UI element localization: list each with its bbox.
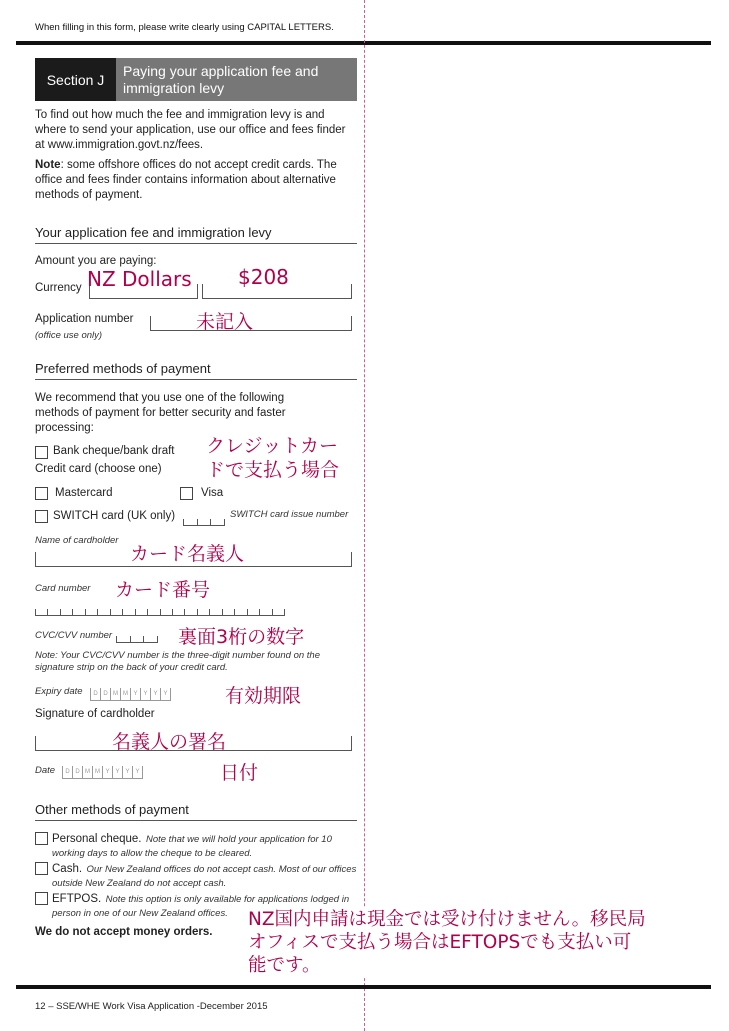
mastercard-label: Mastercard [55, 487, 113, 499]
signature-value: 名義人の署名 [112, 731, 227, 753]
card-number-field[interactable] [35, 603, 285, 616]
bank-cheque-checkbox[interactable] [35, 446, 48, 459]
signature-date-box[interactable]: D [62, 766, 73, 778]
appnum-label: Application number [35, 313, 134, 325]
credit-card-annotation: クレジットカードで支払う場合 [206, 435, 340, 481]
money-orders-note: We do not accept money orders. [35, 926, 213, 938]
signature-date-box[interactable]: Y [133, 766, 143, 778]
cash-label: Cash. [52, 863, 83, 875]
section-title: Paying your application fee and immigration levy [116, 58, 357, 101]
intro-note [35, 158, 357, 203]
expiry-date-box[interactable]: Y [151, 688, 161, 700]
bank-cheque-label: Bank cheque/bank draft [53, 445, 175, 457]
japanese-annotation: NZ国内申請は現金では受け付けません。移民局オフィスで支払う場合はEFTOPSでも支払い可能です。 [248, 908, 648, 977]
signature-date-box[interactable]: M [83, 766, 93, 778]
intro-paragraph: To find out how much the fee and immigration levy is and where to send your application, use our office and fees finder at www.immigration.govt.nz/fees. [35, 109, 346, 151]
other-heading: Other methods of payment [35, 802, 357, 821]
eftpos-checkbox[interactable] [35, 892, 48, 905]
signature-date-box[interactable]: M [93, 766, 103, 778]
credit-card-label: Credit card (choose one) [35, 463, 162, 475]
personal-cheque-note: Note that we will hold your application for 10 working days to allow the cheque to be cleared. [52, 834, 332, 859]
date-value: 日付 [220, 762, 259, 784]
expiry-date-box[interactable]: M [121, 688, 131, 700]
amount-value: $208 [238, 265, 289, 289]
signature-label: Signature of cardholder [35, 708, 155, 720]
cardnum-value: カード番号 [115, 579, 211, 601]
date-label: Date [35, 765, 56, 776]
preferred-intro: We recommend that you use one of the following methods of payment for better security and faster processing: [35, 392, 286, 434]
cash-checkbox[interactable] [35, 862, 48, 875]
expiry-date-box[interactable]: M [111, 688, 121, 700]
expiry-date-box[interactable]: D [101, 688, 111, 700]
switch-label: SWITCH card (UK only) [53, 510, 176, 522]
fee-heading: Your application fee and immigration levy [35, 225, 357, 244]
header-instruction: When filling in this form, please write clearly using CAPITAL LETTERS. [35, 22, 334, 33]
expiry-value: 有効期限 [225, 685, 302, 707]
signature-date-box[interactable]: D [73, 766, 83, 778]
expiry-date-box[interactable]: Y [131, 688, 141, 700]
date-field[interactable] [62, 766, 143, 779]
fold-guide-line [364, 0, 365, 1031]
amount-label: Amount you are paying: [35, 255, 157, 267]
expiry-label: Expiry date [35, 686, 83, 697]
note-text: : some offshore offices do not accept credit cards. The office and fees finder contains information about alternative methods of payment. [35, 159, 337, 201]
mastercard-checkbox[interactable] [35, 487, 48, 500]
personal-cheque-label: Personal cheque. [52, 833, 142, 845]
visa-checkbox[interactable] [180, 487, 193, 500]
page-footer: 12 – SSE/WHE Work Visa Application -December 2015 [35, 1001, 268, 1012]
eftpos-label: EFTPOS. [52, 893, 102, 905]
personal-cheque-checkbox[interactable] [35, 832, 48, 845]
preferred-heading: Preferred methods of payment [35, 361, 357, 380]
switch-checkbox[interactable] [35, 510, 48, 523]
currency-label: Currency [35, 282, 82, 294]
cash-note: Our New Zealand offices do not accept cash. Most of our offices outside New Zealand do not accept cash. [52, 864, 357, 889]
cardholder-value: カード名義人 [130, 543, 245, 565]
bottom-rule [16, 985, 711, 989]
cvc-note: Note: Your CVC/CVV number is the three-digit number found on the signature strip on the back of your credit card. [35, 650, 320, 673]
cash-option [52, 862, 357, 890]
cvc-field[interactable] [116, 630, 158, 643]
signature-date-box[interactable]: Y [123, 766, 133, 778]
expiry-date-box[interactable]: D [90, 688, 101, 700]
currency-value: NZ Dollars [87, 267, 192, 291]
expiry-field[interactable] [90, 688, 171, 701]
section-label: Section J [35, 58, 116, 101]
appnum-value: 未記入 [196, 311, 254, 333]
cvc-value: 裏面3桁の数字 [178, 626, 305, 648]
cardnum-label: Card number [35, 583, 91, 594]
switch-issue-field[interactable] [183, 513, 225, 526]
switch-issue-label: SWITCH card issue number [230, 509, 349, 520]
expiry-date-box[interactable]: Y [161, 688, 171, 700]
appnum-sublabel: (office use only) [35, 330, 103, 341]
signature-date-box[interactable]: Y [103, 766, 113, 778]
cvc-label: CVC/CVV number [35, 630, 113, 641]
expiry-date-box[interactable]: Y [141, 688, 151, 700]
note-bold: Note [35, 159, 61, 171]
signature-date-box[interactable]: Y [113, 766, 123, 778]
cardholder-label: Name of cardholder [35, 535, 119, 546]
eftpos-note: Note this option is only available for applications lodged in person in one of our New Zealand offices. [52, 894, 350, 919]
visa-label: Visa [201, 487, 224, 499]
personal-cheque-option [52, 832, 352, 860]
